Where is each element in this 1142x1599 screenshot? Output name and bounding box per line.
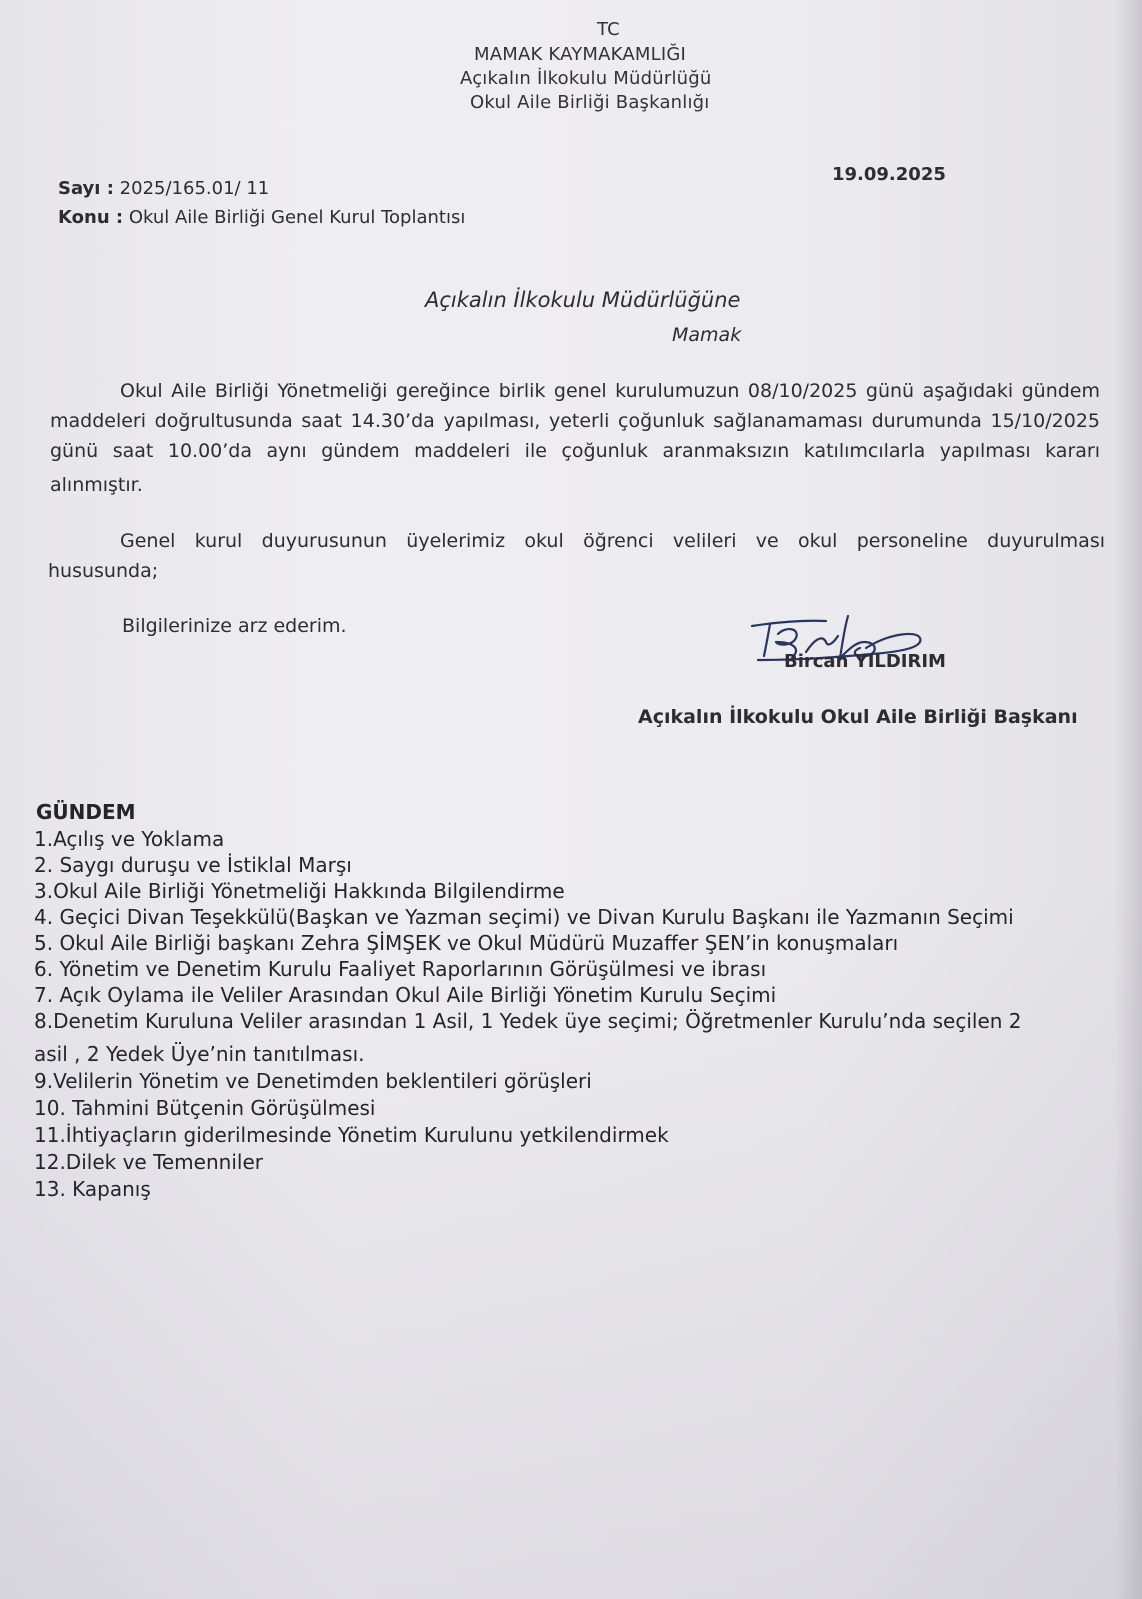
agenda-item: 7. Açık Oylama ile Veliler Arasından Okul Aile Birliği Yönetim Kurulu Seçimi	[34, 983, 777, 1007]
sayi-value: 2025/165.01/ 11	[119, 178, 270, 199]
agenda-item: 5. Okul Aile Birliği başkanı Zehra ŞİMŞEK ve Okul Müdürü Muzaffer ŞEN’in konuşmaları	[34, 931, 899, 955]
header-line-mudurluk: Açıkalın İlkokulu Müdürlüğü	[460, 68, 712, 89]
sayi-label: Sayı :	[58, 178, 114, 199]
konu-row	[58, 207, 465, 228]
sayi-row	[58, 178, 269, 199]
konu-label: Konu :	[58, 207, 124, 228]
paragraph-2-line-1: Genel kurul duyurusunun üyelerimiz okul öğrenci velileri ve okul personeline duyurulması	[120, 530, 1105, 552]
closing-line: Bilgilerinize arz ederim.	[122, 615, 347, 637]
agenda-item: 3.Okul Aile Birliği Yönetmeliği Hakkında Bilgilendirme	[34, 879, 565, 903]
agenda-item: 11.İhtiyaçların giderilmesinde Yönetim Kurulunu yetkilendirmek	[34, 1123, 669, 1147]
agenda-item: 10. Tahmini Bütçenin Görüşülmesi	[34, 1096, 376, 1120]
addressee-place: Mamak	[672, 324, 742, 346]
agenda-item: 2. Saygı duruşu ve İstiklal Marşı	[34, 853, 352, 877]
agenda-item: 9.Velilerin Yönetim ve Denetimden beklentileri görüşleri	[34, 1069, 592, 1093]
header-line-tc: TC	[597, 19, 620, 40]
paragraph-1-line-1: Okul Aile Birliği Yönetmeliği gereğince birlik genel kurulumuzun 08/10/2025 günü aşağıdaki gündem	[120, 380, 1100, 402]
header-line-baskanlik: Okul Aile Birliği Başkanlığı	[470, 92, 710, 113]
agenda-item: 6. Yönetim ve Denetim Kurulu Faaliyet Raporlarının Görüşülmesi ve ibrası	[34, 957, 767, 981]
paragraph-2-line-2: hususunda;	[48, 560, 159, 582]
agenda-title: GÜNDEM	[36, 800, 136, 824]
header-line-kaymakamlik: MAMAK KAYMAKAMLIĞI	[474, 44, 686, 65]
agenda-item: 12.Dilek ve Temenniler	[34, 1150, 263, 1174]
document-date: 19.09.2025	[832, 164, 946, 185]
addressee-name: Açıkalın İlkokulu Müdürlüğüne	[425, 288, 741, 312]
agenda-item: 8.Denetim Kuruluna Veliler arasından 1 Asil, 1 Yedek üye seçimi; Öğretmenler Kurulu’nda seçilen 2	[34, 1009, 1022, 1033]
agenda-item: 1.Açılış ve Yoklama	[34, 827, 225, 851]
paragraph-1-line-3: günü saat 10.00’da aynı gündem maddeleri ile çoğunluk aranmaksızın katılımcılarla yapılması kararı	[50, 440, 1100, 462]
paragraph-1-line-2: maddeleri doğrultusunda saat 14.30’da yapılması, yeterli çoğunluk sağlanamaması durumunda 15/10/2025	[50, 410, 1100, 432]
konu-value: Okul Aile Birliği Genel Kurul Toplantısı	[128, 207, 466, 228]
agenda-item: 4. Geçici Divan Teşekkülü(Başkan ve Yazman seçimi) ve Divan Kurulu Başkanı ile Yazmanın Seçimi	[34, 905, 1014, 929]
signer-title: Açıkalın İlkokulu Okul Aile Birliği Başkanı	[638, 706, 1078, 728]
agenda-item: asil , 2 Yedek Üye’nin tanıtılması.	[34, 1042, 365, 1066]
signer-name: Bircan YILDIRIM	[784, 651, 946, 672]
agenda-item: 13. Kapanış	[34, 1177, 151, 1201]
page-shadow	[1114, 0, 1142, 1599]
paragraph-1-line-4: alınmıştır.	[50, 474, 143, 496]
